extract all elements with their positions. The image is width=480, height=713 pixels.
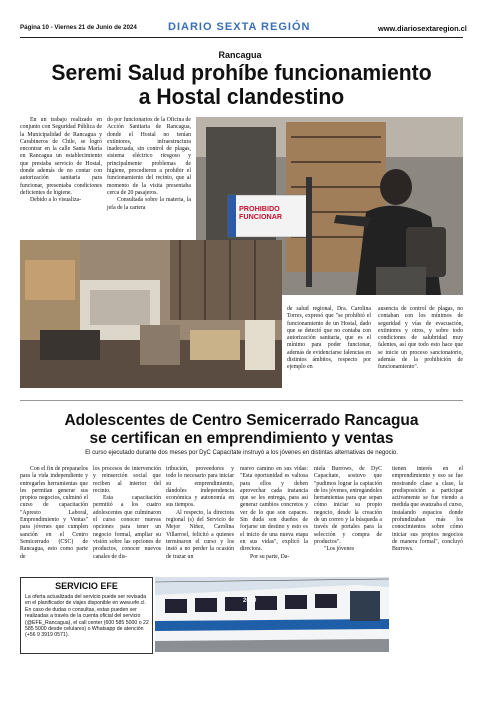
article1-kicker: Rancagua <box>218 50 262 60</box>
paragraph: ausencia de control de plagas, no contaban con los mínimos de seguridad y vías de evacuación, extintores y otros, y sobre todo condiciones de salubridad muy falentes, así que todo esto hace que se inicie un proceso sancionatorio, además de la prohibición de funcionamiento". <box>378 306 463 371</box>
paragraph: Con el fin de prepararlos para la vida independiente y entregarles herramientas que les permitan generar sus propios negocios, culminó el curso de capacitación "Apresto Laboral, Emprendimiento y Ventas" para jóvenes que cumplen sanción en el Centro Semicerrado (CSC) de Rancagua, esto como parte de <box>20 466 88 560</box>
article1-column-2 <box>107 117 191 212</box>
article1-title <box>29 61 454 109</box>
article2-subtitle: El curso ejecutado durante dos meses por DyC Capacítate instruyó a los jóvenes en distintas alternativas de negocio. <box>85 450 398 456</box>
photo-efe-train <box>155 577 389 652</box>
paragraph: Esta capacitación permitió a los cuatro adolescentes que culminaron el curso conocer nuevas opciones para tener un negocio formal, ampliar su visión sobre las opciones de productos, conocer nuevos canales de dis- <box>93 495 161 560</box>
paragraph: Consultada sobre la materia, la jefa de la cartera <box>107 197 191 211</box>
paragraph: tribución, proveedores y todo lo necesario para iniciar su emprendimiento, dándoles independencia económica y autonomía en sus tiempos. <box>166 466 234 509</box>
article-divider <box>20 400 463 401</box>
efe-text: La oferta actualizada del servicio puede ser revisada en el planificador de viajes disponible en www.efe.cl. En caso de dudas o consultas, estas pueden ser realizadas a través de la cuenta oficial del servicio (@EFE_Rancagua), el call center (600 585 5000 o 22 585 5000 desde celulares) o Whatsapp de atención (+56 9 3919 0571). <box>25 594 149 639</box>
article1-title-line1: Seremi Salud prohíbe funcionamiento <box>51 60 432 85</box>
paragraph: En un trabajo realizado en conjunto con Seguridad Pública de la Municipalidad de Rancagua y Carabineros de Chile, se logró encontrar en la calle Santa María en Rancagua un establecimiento que prestaba servicio de Hostal, donde además de no contar con autorización sanitaria para funcionar, presentaba condiciones deficientes de higiene. <box>20 117 102 196</box>
article2-column-6 <box>392 466 463 554</box>
paragraph: los procesos de intervención y reinserción social que reciben al interior del recinto. <box>93 466 161 494</box>
article2-title <box>20 412 463 448</box>
paragraph: Por su parte, Da- <box>250 553 290 560</box>
paragraph: nuevo camino en sus vidas: "Esta oportunidad es valiosa para ellos y deben aprovechar cada instancia que se les entrega, para así generar cambios concretos y ver de lo que son capaces. Sin duda son dueños de forjarse un destino y esto es el inicio de una nueva etapa en sus vidas", explicó la directora. <box>240 466 308 553</box>
train-number: 2010 <box>243 598 257 604</box>
article2-column-2 <box>93 466 161 561</box>
page-date: Página 10 - Viernes 21 de Junio de 2024 <box>20 24 137 31</box>
article1-title-line2: a Hostal clandestino <box>138 84 345 109</box>
paragraph: do por funcionarios de la Oficina de Acción Sanitaria de Rancagua, donde el Hostal no tenían extintores, infraestructura inadecuada, sin control de plagas, sistema eléctrico riesgoso y principalmente problemas de higiene, procedieron a prohibir el funcionamiento del recinto, que al momento de la visita presentaba cerca de 20 pasajeros. <box>107 117 191 196</box>
article2-title-line1: Adolescentes de Centro Semicerrado Rancagua <box>64 412 419 429</box>
efe-title: SERVICIO EFE <box>55 581 118 591</box>
article1-column-3 <box>287 306 371 372</box>
article2-column-1 <box>20 466 88 561</box>
prohibition-sign-text: PROHIBIDO FUNCIONAR <box>239 204 283 221</box>
article1-column-1 <box>20 117 102 205</box>
article2-column-5 <box>314 466 382 554</box>
paragraph: "Los jóvenes <box>324 546 355 553</box>
article1-column-4 <box>378 306 463 372</box>
article2-title-line2: se certifican en emprendimiento y ventas <box>89 430 394 447</box>
photo-train-svg <box>155 577 389 652</box>
header-rule <box>20 37 463 38</box>
efe-service-box <box>20 577 153 654</box>
photo-hostal-interior <box>20 240 282 388</box>
website[interactable]: www.diariosextaregion.cl <box>378 24 467 33</box>
paragraph: tienen interés en el emprendimiento y eso se fue mostrando clase a clase, la predisposición a participar activamente se fue viendo a medida que avanzaba el curso, instalando espacios donde profundizaban más los conocimientos sobre cómo iniciar sus propios negocios de manera formal", concluyó Burrows. <box>392 466 463 553</box>
paragraph: niela Burrows, de DyC Capacítate, sostuvo que "pudimos lograr la captación de los jóvenes, entregándoles herramientas para que sepan cómo iniciar su propio negocio, desde la creación de un correo y la búsqueda a través de portales para la selección y compra de productos". <box>314 466 382 545</box>
article2-column-3 <box>166 466 234 561</box>
paragraph: de salud regional, Dra. Carolina Torres, expresó que "se prohibió el funcionamiento de un Hostal, dado que se detectó que no contaba con autorización sanitaria, que es el mínimo para poder funcionar, además de evidenciarse falencias en distintos ámbitos, respecto por ejemplo en <box>287 306 371 371</box>
article2-column-4 <box>240 466 308 561</box>
paper-name: DIARIO SEXTA REGIÓN <box>168 21 311 33</box>
photo-interior-svg <box>20 240 282 388</box>
paragraph: Debido a lo visualiza- <box>30 197 82 204</box>
paragraph: Al respecto, la directora regional (s) del Servicio de Mejor Niñez, Carolina Villarroel, felicitó a quienes terminaron el curso y los instó a no perder la ocasión de trazar un <box>166 509 234 560</box>
